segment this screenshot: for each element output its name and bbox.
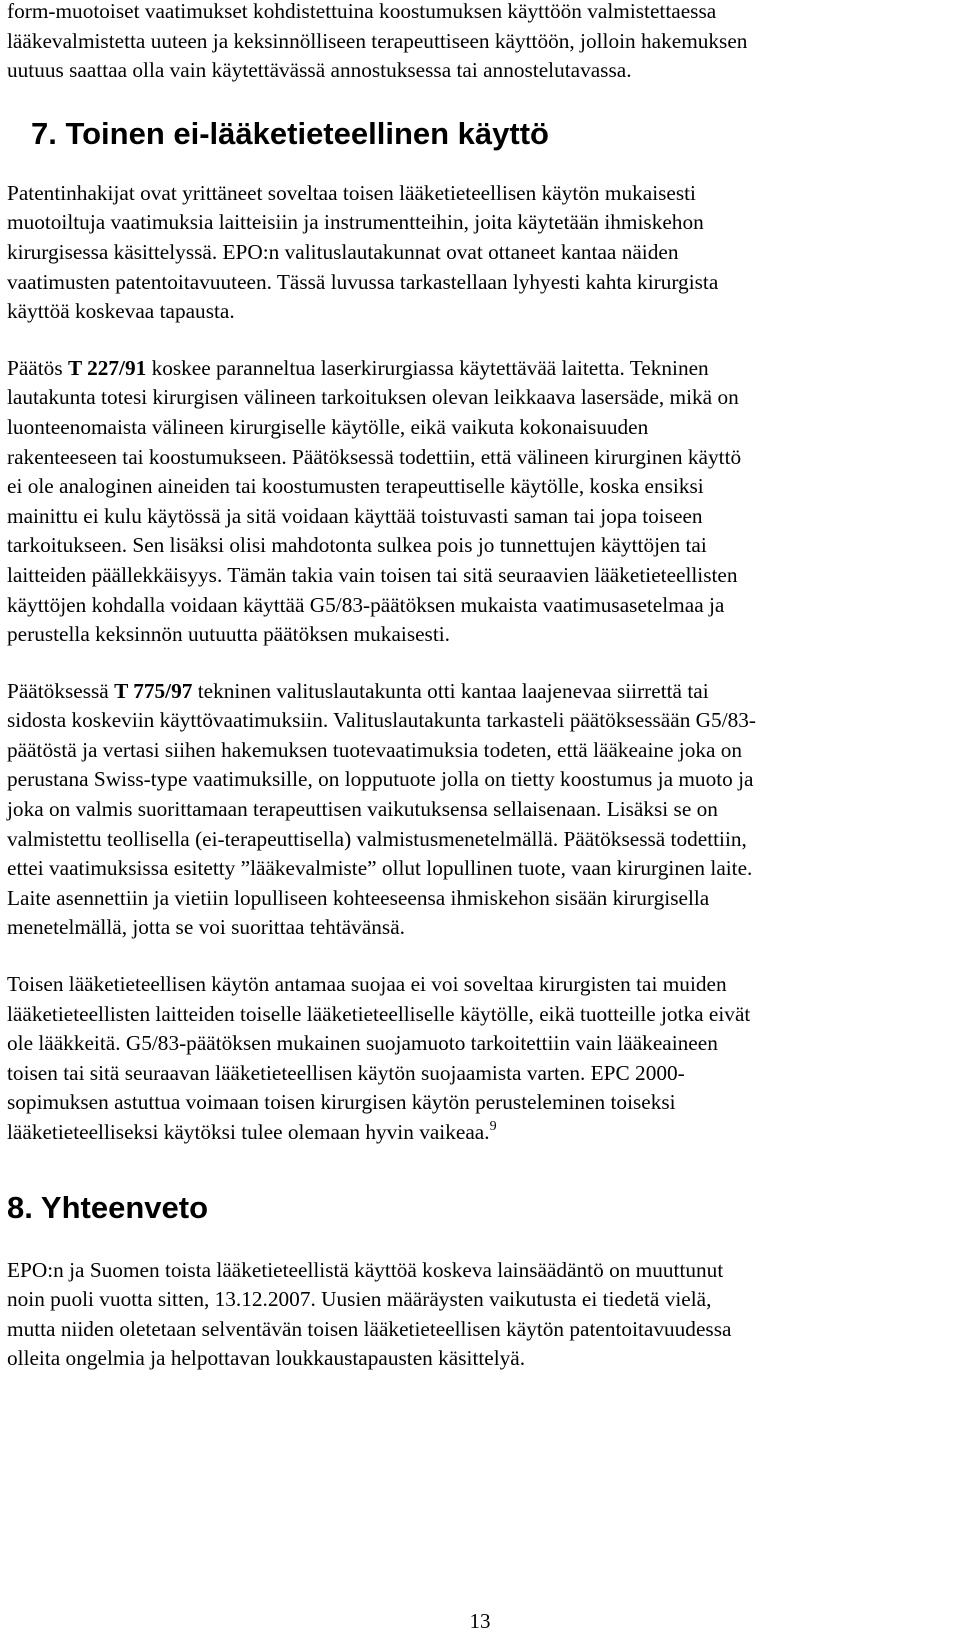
text-line: lääketieteelliseksi käytöksi tulee olemaan hyvin vaikeaa.: [7, 1120, 490, 1144]
text-line: kirurgisessa käsittelyssä. EPO:n valituslautakunnat ovat ottaneet kantaa näiden: [7, 239, 679, 264]
text-line: perustella keksinnön uutuutta päätöksen mukaisesti.: [7, 622, 451, 647]
text-line: olleita ongelmia ja helpottavan loukkaustapausten käsittelyä.: [7, 1346, 526, 1371]
text-fragment: koskee paranneltua laserkirurgiassa käytettävää laitetta. Tekninen: [146, 355, 709, 380]
text-line: luonteenomaista välineen kirurgiselle käytölle, eikä vaikuta kokonaisuuden: [7, 414, 649, 439]
text-line: lautakunta totesi kirurgisen välineen tarkoituksen olevan leikkaava lasersäde, mikä on: [7, 385, 739, 410]
text-line: ei ole analoginen aineiden tai koostumusten terapeuttiselle käytölle, koska ensiksi: [7, 474, 704, 499]
text-line: menetelmällä, jotta se voi suorittaa tehtävänsä.: [7, 915, 405, 940]
page-number: 13: [469, 1609, 491, 1633]
section-7-paragraph-4: [7, 970, 953, 1148]
text-line: toisen tai sitä seuraavan lääketieteellisen käytön suojaamista varten. EPC 2000-: [7, 1060, 685, 1085]
text-line: form-muotoiset vaatimukset kohdistettuina koostumuksen käyttöön valmistettaessa: [7, 0, 717, 23]
text-line: lääkevalmistetta uuteen ja keksinnölliseen terapeuttiseen käyttöön, jolloin hakemuksen: [7, 28, 748, 53]
text-line: ole lääkkeitä. G5/83-päätöksen mukainen suojamuoto tarkoitettiin vain lääkeaineen: [7, 1031, 718, 1056]
text-line: muotoiltuja vaatimuksia laitteisiin ja instrumentteihin, joita käytetään ihmiskehon: [7, 210, 704, 235]
text-fragment: Päätös: [7, 355, 68, 380]
text-line: uutuus saattaa olla vain käytettävässä annostuksessa tai annostelutavassa.: [7, 58, 632, 83]
section-7-paragraph-2: [7, 354, 953, 650]
text-line: käyttöä koskevaa tapausta.: [7, 299, 235, 324]
section-7-heading: 7. Toinen ei-lääketieteellinen käyttö: [31, 115, 549, 151]
text-line: Patentinhakijat ovat yrittäneet soveltaa toisen lääketieteellisen käytön mukaisesti: [7, 180, 696, 205]
text-fragment: Päätöksessä: [7, 678, 115, 703]
text-line: valmistettu teollisella (ei-terapeuttisella) valmistusmenetelmällä. Päätöksessä todettiin,: [7, 826, 747, 851]
section-8-paragraph: [7, 1256, 953, 1374]
text-line: sopimuksen astuttua voimaan toisen kirurgisen käytön perusteleminen toiseksi: [7, 1090, 676, 1115]
text-line: perustana Swiss-type vaatimuksille, on lopputuote jolla on tietty koostumus ja muoto ja: [7, 767, 754, 792]
text-fragment: tekninen valituslautakunta otti kantaa laajenevaa siirrettä tai: [192, 678, 709, 703]
section-8-heading: 8. Yhteenveto: [7, 1189, 209, 1225]
text-line: rakenteeseen tai koostumukseen. Päätöksessä todettiin, että välineen kirurginen käyttö: [7, 444, 742, 469]
text-line: ettei vaatimuksissa esitetty ”lääkevalmiste” ollut lopullinen tuote, vaan kirurginen laite.: [7, 856, 753, 881]
text-line: mainittu ei kulu käytössä ja sitä voidaan käyttää toistuvasti saman tai jopa toiseen: [7, 503, 703, 528]
text-line: mutta niiden oletetaan selventävän toisen lääketieteellisen käytön patentoitavuudessa: [7, 1316, 732, 1341]
text-line: Laite asennettiin ja vietiin lopulliseen kohteeseensa ihmiskehon sisään kirurgisella: [7, 885, 710, 910]
intro-paragraph: [7, 0, 953, 86]
text-line: vaatimusten patentoitavuuteen. Tässä luvussa tarkastellaan lyhyesti kahta kirurgista: [7, 269, 719, 294]
footnote-reference: 9: [489, 1119, 497, 1134]
case-reference: T 775/97: [114, 678, 193, 703]
text-line: joka on valmis suorittamaan terapeuttisen vaikutuksensa sellaisenaan. Lisäksi se on: [7, 797, 718, 822]
document-page: [7, 0, 953, 1374]
text-line: tarkoitukseen. Sen lisäksi olisi mahdotonta sulkea pois jo tunnettujen käyttöjen tai: [7, 533, 707, 558]
text-line: käyttöjen kohdalla voidaan käyttää G5/83-päätöksen mukaista vaatimusasetelmaa ja: [7, 592, 725, 617]
text-line: Toisen lääketieteellisen käytön antamaa suojaa ei voi soveltaa kirurgisten tai muiden: [7, 972, 727, 997]
case-reference: T 227/91: [67, 355, 147, 380]
text-line: lääketieteellisten laitteiden toiselle lääketieteelliselle käytölle, eikä tuotteille jotka eivät: [7, 1001, 751, 1026]
text-line: EPO:n ja Suomen toista lääketieteellistä käyttöä koskeva lainsäädäntö on muuttunut: [7, 1257, 724, 1282]
text-line: sidosta koskeviin käyttövaatimuksiin. Valituslautakunta tarkasteli päätöksessään G5/83-: [7, 708, 756, 733]
text-line: päätöstä ja vertasi siihen hakemuksen tuotevaatimuksia todeten, että lääkeaine joka on: [7, 737, 743, 762]
section-7-paragraph-1: [7, 179, 953, 327]
text-line: laitteiden päällekkäisyys. Tämän takia vain toisen tai sitä seuraavien lääketieteellisten: [7, 562, 738, 587]
section-7-paragraph-3: [7, 677, 953, 943]
text-line: noin puoli vuotta sitten, 13.12.2007. Uusien määräysten vaikutusta ei tiedetä vielä,: [7, 1287, 712, 1312]
